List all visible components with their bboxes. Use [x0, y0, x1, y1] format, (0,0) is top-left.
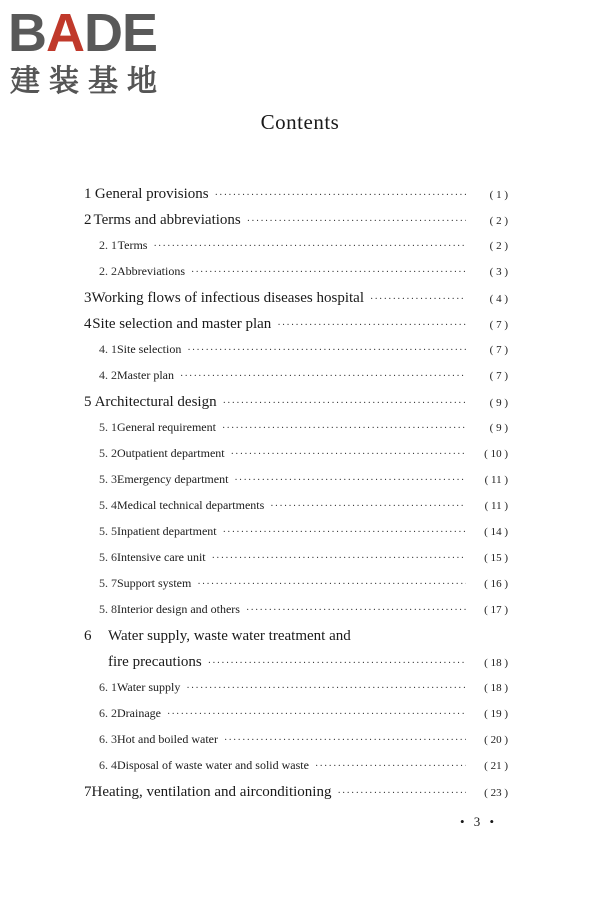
logo: [8, 4, 178, 104]
toc-leader-dots: [224, 735, 466, 746]
toc-entry-page: ( 2 ): [489, 240, 508, 252]
toc-entry[interactable]: [84, 472, 508, 498]
toc-entry-number: 5: [84, 394, 92, 410]
toc-entry-label: Water supply: [117, 680, 181, 694]
logo-wordmark: [8, 4, 157, 62]
toc-entry-label: Terms and abbreviations: [93, 212, 241, 228]
toc-entry-page: ( 7 ): [489, 319, 508, 331]
toc-entry[interactable]: [84, 654, 508, 680]
toc-entry[interactable]: [84, 550, 508, 576]
toc-entry-number: 5. 1: [99, 420, 117, 434]
toc-leader-dots: [153, 241, 466, 252]
toc-leader-dots: [186, 683, 466, 694]
toc-entry-number: 5. 3: [99, 472, 117, 486]
toc-entry-page: ( 1 ): [489, 189, 508, 201]
toc-entry-label: General provisions: [94, 186, 209, 202]
toc-entry-number: 6. 2: [99, 706, 117, 720]
toc-entry-label: Site selection and master plan: [92, 316, 272, 332]
toc-entry-page: ( 19 ): [484, 708, 508, 720]
toc-leader-dots: [208, 658, 466, 669]
toc-entry-label: Intensive care unit: [117, 550, 206, 564]
toc-entry-label: Master plan: [117, 368, 174, 382]
toc-entry-page: ( 2 ): [489, 215, 508, 227]
toc-leader-dots: [223, 527, 466, 538]
toc-entry-page: ( 21 ): [484, 760, 508, 772]
toc-entry[interactable]: [84, 498, 508, 524]
toc-entry-number: 7: [84, 784, 92, 800]
toc-entry[interactable]: [84, 368, 508, 394]
toc-entry-number: 6. 1: [99, 680, 117, 694]
toc-entry[interactable]: [84, 758, 508, 784]
toc-entry-page: ( 15 ): [484, 552, 508, 564]
toc-entry-label: Heating, ventilation and airconditioning: [91, 784, 332, 800]
toc-entry-number: 2. 1: [99, 238, 117, 252]
toc-leader-dots: [215, 190, 466, 201]
toc-leader-dots: [231, 449, 466, 460]
toc-entry[interactable]: [84, 264, 508, 290]
logo-subtitle: 建装基地: [10, 64, 166, 99]
toc-entry-number: 6. 4: [99, 758, 117, 772]
toc-entry-label: Architectural design: [94, 394, 217, 410]
toc-entry-number: 4. 2: [99, 368, 117, 382]
toc-entry-page: ( 14 ): [484, 526, 508, 538]
toc-entry-label: Medical technical departments: [117, 498, 265, 512]
toc-leader-dots: [197, 579, 466, 590]
toc-leader-dots: [246, 605, 466, 616]
toc-entry-page: ( 3 ): [489, 266, 508, 278]
toc-entry-number: 4: [84, 316, 92, 332]
toc-entry-page: ( 20 ): [484, 734, 508, 746]
toc-entry[interactable]: [84, 732, 508, 758]
logo-accent: A: [46, 3, 84, 63]
toc-leader-dots: [247, 216, 466, 227]
toc-entry-label: Drainage: [117, 706, 161, 720]
toc-entry-number: 5. 8: [99, 602, 117, 616]
toc-leader-dots: [277, 320, 466, 331]
toc-leader-dots: [167, 709, 466, 720]
toc-entry-label: Site selection: [117, 342, 182, 356]
table-of-contents: [84, 186, 508, 810]
toc-entry-label: Emergency department: [117, 472, 229, 486]
toc-entry-page: ( 4 ): [489, 293, 508, 305]
toc-leader-dots: [187, 345, 466, 356]
toc-entry-number: 5. 2: [99, 446, 117, 460]
toc-entry[interactable]: [84, 290, 508, 316]
toc-entry-label: Water supply, waste water treatment and: [108, 628, 351, 644]
toc-entry-number: 3: [84, 290, 92, 306]
toc-entry-label: fire precautions: [108, 654, 202, 670]
toc-entry[interactable]: [84, 212, 508, 238]
toc-entry[interactable]: [84, 446, 508, 472]
toc-entry-number: 2: [84, 212, 92, 228]
toc-leader-dots: [337, 788, 466, 799]
toc-entry-label: Support system: [117, 576, 192, 590]
toc-entry[interactable]: [84, 524, 508, 550]
toc-entry[interactable]: [84, 342, 508, 368]
toc-entry-page: ( 16 ): [484, 578, 508, 590]
toc-entry[interactable]: [84, 784, 508, 810]
toc-leader-dots: [180, 371, 466, 382]
toc-entry-number: 5. 6: [99, 550, 117, 564]
toc-entry-number: 5. 5: [99, 524, 117, 538]
toc-entry[interactable]: [84, 316, 508, 342]
toc-entry-label: Abbreviations: [117, 264, 185, 278]
toc-entry-page: ( 9 ): [489, 397, 508, 409]
toc-entry[interactable]: [84, 420, 508, 446]
toc-leader-dots: [370, 294, 466, 305]
toc-leader-dots: [191, 267, 466, 278]
toc-entry-label: Inpatient department: [117, 524, 217, 538]
toc-entry[interactable]: [84, 628, 508, 654]
toc-leader-dots: [212, 553, 466, 564]
toc-entry-label: Disposal of waste water and solid waste: [117, 758, 309, 772]
page-number: • 3 •: [460, 814, 498, 829]
toc-entry[interactable]: [84, 680, 508, 706]
toc-leader-dots: [315, 761, 466, 772]
toc-entry[interactable]: [84, 238, 508, 264]
toc-entry-label: Hot and boiled water: [117, 732, 218, 746]
toc-entry[interactable]: [84, 576, 508, 602]
toc-entry-label: General requirement: [117, 420, 216, 434]
toc-entry-label: Outpatient department: [117, 446, 225, 460]
toc-entry-number: 6: [84, 628, 92, 644]
toc-entry-number: 6. 3: [99, 732, 117, 746]
toc-leader-dots: [234, 475, 466, 486]
toc-entry-page: ( 10 ): [484, 448, 508, 460]
toc-entry-number: 1: [84, 186, 92, 202]
toc-entry-page: ( 7 ): [489, 344, 508, 356]
toc-entry-page: ( 7 ): [489, 370, 508, 382]
page-title: Contents: [260, 110, 340, 134]
toc-entry-page: ( 23 ): [484, 787, 508, 799]
toc-entry-page: ( 18 ): [484, 657, 508, 669]
toc-entry-page: ( 9 ): [489, 422, 508, 434]
logo-prefix: B: [8, 3, 46, 63]
toc-entry-page: ( 11 ): [484, 474, 508, 486]
toc-entry[interactable]: [84, 706, 508, 732]
toc-entry-number: 2. 2: [99, 264, 117, 278]
toc-entry-number: 4. 1: [99, 342, 117, 356]
logo-suffix: DE: [84, 3, 158, 63]
toc-entry-label: Terms: [117, 238, 148, 252]
toc-leader-dots: [223, 398, 466, 409]
toc-leader-dots: [222, 423, 466, 434]
toc-entry[interactable]: [84, 602, 508, 628]
toc-entry-label: Interior design and others: [117, 602, 240, 616]
toc-entry-page: ( 18 ): [484, 682, 508, 694]
toc-entry[interactable]: [84, 186, 508, 212]
toc-entry-page: ( 11 ): [484, 500, 508, 512]
toc-entry-label: Working flows of infectious diseases hospital: [91, 290, 364, 306]
toc-leader-dots: [270, 501, 466, 512]
toc-entry-page: ( 17 ): [484, 604, 508, 616]
toc-entry[interactable]: [84, 394, 508, 420]
toc-entry-number: 5. 4: [99, 498, 117, 512]
toc-entry-number: 5. 7: [99, 576, 117, 590]
